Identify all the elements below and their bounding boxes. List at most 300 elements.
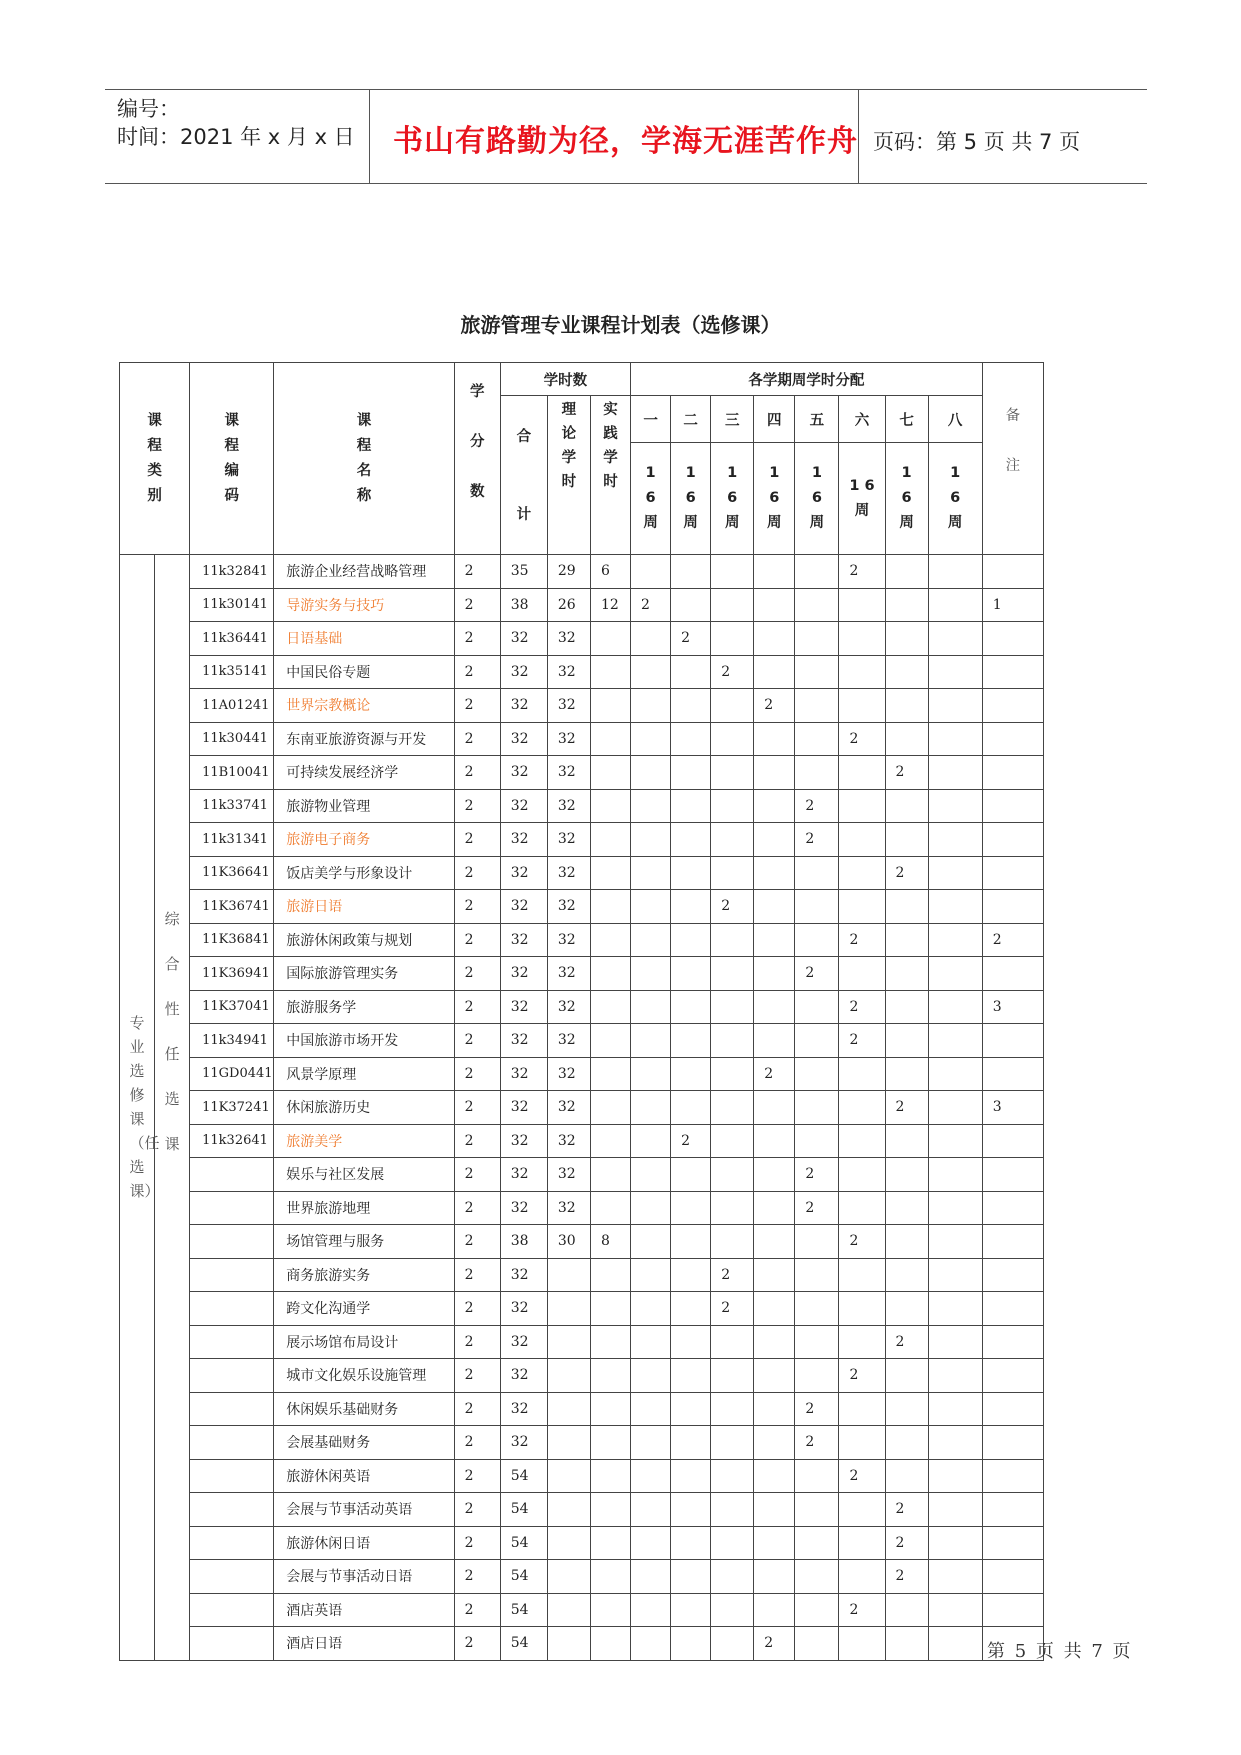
course-practice-hours (590, 957, 630, 991)
course-remark (982, 823, 1043, 857)
sem-6-hours: 2 (839, 1459, 885, 1493)
course-code (190, 1560, 274, 1594)
head-remark: 备注 (982, 363, 1043, 555)
sem-1-hours (631, 655, 671, 689)
course-code: 11k34941 (190, 1024, 274, 1058)
head-weeks-8: 16周 (928, 443, 982, 555)
course-total-hours: 32 (500, 1258, 547, 1292)
course-total-hours: 32 (500, 1024, 547, 1058)
sem-3-hours (711, 1560, 754, 1594)
course-name: 旅游企业经营战略管理 (274, 555, 454, 589)
sem-3-hours (711, 622, 754, 656)
course-name: 休闲娱乐基础财务 (274, 1392, 454, 1426)
sem-6-hours (839, 1627, 885, 1661)
course-theory-hours: 32 (547, 923, 590, 957)
course-total-hours: 32 (500, 856, 547, 890)
sem-2-hours (671, 1560, 711, 1594)
sem-8-hours (928, 856, 982, 890)
head-weeks-7: 16周 (885, 443, 928, 555)
course-theory-hours: 32 (547, 890, 590, 924)
course-theory-hours (547, 1526, 590, 1560)
course-name: 会展与节事活动英语 (274, 1493, 454, 1527)
course-credits: 2 (454, 555, 500, 589)
sem-5-hours (795, 1627, 839, 1661)
course-code (190, 1258, 274, 1292)
sem-5-hours (795, 1057, 839, 1091)
table-row (120, 1493, 1044, 1527)
course-name: 导游实务与技巧 (274, 588, 454, 622)
sem-5-hours: 2 (795, 1392, 839, 1426)
sem-6-hours (839, 1493, 885, 1527)
sem-4-hours (754, 1158, 795, 1192)
sem-3-hours: 2 (711, 890, 754, 924)
course-practice-hours (590, 1191, 630, 1225)
sem-8-hours (928, 1258, 982, 1292)
sem-8-hours (928, 655, 982, 689)
course-total-hours: 32 (500, 1091, 547, 1125)
sem-7-hours (885, 1024, 928, 1058)
sem-7-hours (885, 1627, 928, 1661)
course-credits: 2 (454, 1593, 500, 1627)
sem-1-hours (631, 756, 671, 790)
course-name: 休闲旅游历史 (274, 1091, 454, 1125)
course-total-hours: 32 (500, 1359, 547, 1393)
sem-8-hours (928, 1392, 982, 1426)
sem-2-hours (671, 1593, 711, 1627)
course-practice-hours (590, 990, 630, 1024)
sem-6-hours (839, 756, 885, 790)
sem-4-hours (754, 722, 795, 756)
course-name: 可持续发展经济学 (274, 756, 454, 790)
sem-6-hours (839, 856, 885, 890)
course-credits: 2 (454, 1493, 500, 1527)
course-remark (982, 622, 1043, 656)
course-practice-hours (590, 1057, 630, 1091)
sem-4-hours: 2 (754, 689, 795, 723)
sem-6-hours (839, 1191, 885, 1225)
course-theory-hours: 32 (547, 789, 590, 823)
course-remark (982, 1024, 1043, 1058)
sem-8-hours (928, 555, 982, 589)
course-theory-hours: 32 (547, 722, 590, 756)
course-theory-hours: 32 (547, 1057, 590, 1091)
sem-4-hours: 2 (754, 1627, 795, 1661)
sem-8-hours (928, 722, 982, 756)
sem-5-hours (795, 1325, 839, 1359)
head-code: 课程编码 (190, 363, 274, 555)
table-row (120, 1560, 1044, 1594)
course-theory-hours (547, 1359, 590, 1393)
sem-7-hours (885, 1292, 928, 1326)
course-theory-hours: 32 (547, 655, 590, 689)
course-practice-hours (590, 622, 630, 656)
course-practice-hours (590, 1560, 630, 1594)
course-code: 11k36441 (190, 622, 274, 656)
course-name: 酒店英语 (274, 1593, 454, 1627)
course-theory-hours (547, 1493, 590, 1527)
head-sem-2: 二 (671, 396, 711, 443)
sem-1-hours (631, 1292, 671, 1326)
course-remark (982, 756, 1043, 790)
table-row (120, 789, 1044, 823)
table-row (120, 1292, 1044, 1326)
head-weeks-5: 16周 (795, 443, 839, 555)
sem-6-hours: 2 (839, 1024, 885, 1058)
head-hours: 学时数 (500, 363, 630, 396)
sem-2-hours (671, 1158, 711, 1192)
course-practice-hours (590, 1091, 630, 1125)
course-credits: 2 (454, 1057, 500, 1091)
sem-2-hours: 2 (671, 1124, 711, 1158)
sem-7-hours (885, 722, 928, 756)
sem-2-hours (671, 823, 711, 857)
header-bottom-rule (105, 183, 1147, 184)
sem-8-hours (928, 1024, 982, 1058)
course-credits: 2 (454, 588, 500, 622)
sem-7-hours (885, 1225, 928, 1259)
sem-5-hours (795, 1258, 839, 1292)
sem-4-hours (754, 588, 795, 622)
course-credits: 2 (454, 1158, 500, 1192)
sem-3-hours (711, 555, 754, 589)
sem-7-hours (885, 555, 928, 589)
course-theory-hours: 32 (547, 1191, 590, 1225)
sem-4-hours (754, 622, 795, 656)
course-name: 中国民俗专题 (274, 655, 454, 689)
course-total-hours: 32 (500, 1325, 547, 1359)
course-code: 11k35141 (190, 655, 274, 689)
sem-6-hours (839, 789, 885, 823)
header-number: 编号： (117, 97, 180, 121)
sem-7-hours: 2 (885, 1526, 928, 1560)
course-remark: 2 (982, 923, 1043, 957)
sem-4-hours (754, 655, 795, 689)
course-practice-hours (590, 1258, 630, 1292)
course-practice-hours (590, 1526, 630, 1560)
sem-3-hours (711, 1459, 754, 1493)
sem-1-hours (631, 555, 671, 589)
header-top-rule (105, 89, 1147, 90)
course-total-hours: 54 (500, 1593, 547, 1627)
sem-3-hours (711, 722, 754, 756)
sem-1-hours (631, 1459, 671, 1493)
sem-4-hours (754, 1191, 795, 1225)
sem-7-hours (885, 1593, 928, 1627)
course-theory-hours (547, 1627, 590, 1661)
sem-1-hours (631, 1124, 671, 1158)
course-credits: 2 (454, 890, 500, 924)
course-credits: 2 (454, 1459, 500, 1493)
course-remark (982, 1191, 1043, 1225)
sem-8-hours (928, 1124, 982, 1158)
course-theory-hours (547, 1325, 590, 1359)
course-name: 旅游休闲英语 (274, 1459, 454, 1493)
table-row (120, 588, 1044, 622)
sem-2-hours (671, 1024, 711, 1058)
course-total-hours: 54 (500, 1526, 547, 1560)
sem-5-hours: 2 (795, 1191, 839, 1225)
sem-4-hours (754, 1225, 795, 1259)
sem-4-hours (754, 555, 795, 589)
sem-5-hours: 2 (795, 823, 839, 857)
course-name: 旅游休闲日语 (274, 1526, 454, 1560)
sem-3-hours (711, 1191, 754, 1225)
sem-1-hours (631, 923, 671, 957)
sem-7-hours (885, 1359, 928, 1393)
sem-1-hours (631, 1057, 671, 1091)
course-total-hours: 32 (500, 1191, 547, 1225)
course-name: 风景学原理 (274, 1057, 454, 1091)
course-code (190, 1325, 274, 1359)
course-name: 娱乐与社区发展 (274, 1158, 454, 1192)
table-row (120, 756, 1044, 790)
sem-7-hours (885, 1426, 928, 1460)
course-name: 饭店美学与形象设计 (274, 856, 454, 890)
course-total-hours: 38 (500, 588, 547, 622)
table-row (120, 1627, 1044, 1661)
course-code (190, 1392, 274, 1426)
sem-4-hours (754, 1392, 795, 1426)
course-remark (982, 789, 1043, 823)
course-code (190, 1593, 274, 1627)
sem-5-hours: 2 (795, 957, 839, 991)
head-weeks-4: 16周 (754, 443, 795, 555)
sem-8-hours (928, 1325, 982, 1359)
sem-4-hours (754, 1091, 795, 1125)
course-practice-hours (590, 1392, 630, 1426)
course-total-hours: 32 (500, 1392, 547, 1426)
sem-7-hours: 2 (885, 1560, 928, 1594)
course-practice-hours (590, 1426, 630, 1460)
course-theory-hours: 32 (547, 856, 590, 890)
course-credits: 2 (454, 1426, 500, 1460)
sem-5-hours (795, 555, 839, 589)
sem-1-hours (631, 722, 671, 756)
sem-6-hours (839, 1258, 885, 1292)
sem-3-hours (711, 756, 754, 790)
sem-4-hours: 2 (754, 1057, 795, 1091)
table-row (120, 1091, 1044, 1125)
course-code (190, 1426, 274, 1460)
course-credits: 2 (454, 1191, 500, 1225)
course-theory-hours (547, 1292, 590, 1326)
course-credits: 2 (454, 923, 500, 957)
course-code: 11K36841 (190, 923, 274, 957)
course-remark: 3 (982, 1091, 1043, 1125)
course-practice-hours (590, 1459, 630, 1493)
sem-3-hours (711, 1024, 754, 1058)
course-credits: 2 (454, 1091, 500, 1125)
sem-4-hours (754, 1359, 795, 1393)
course-code: 11k32641 (190, 1124, 274, 1158)
sem-8-hours (928, 1593, 982, 1627)
course-theory-hours: 32 (547, 1091, 590, 1125)
course-theory-hours: 32 (547, 823, 590, 857)
head-practice: 实践学时 (590, 396, 630, 555)
sem-7-hours (885, 990, 928, 1024)
sem-4-hours (754, 1325, 795, 1359)
course-credits: 2 (454, 1225, 500, 1259)
sem-2-hours (671, 1225, 711, 1259)
sem-6-hours (839, 689, 885, 723)
head-category: 课程类别 (120, 363, 190, 555)
sem-1-hours (631, 1225, 671, 1259)
head-name: 课程名称 (274, 363, 454, 555)
sem-5-hours (795, 1459, 839, 1493)
course-remark (982, 1124, 1043, 1158)
course-name: 旅游物业管理 (274, 789, 454, 823)
course-theory-hours: 32 (547, 1158, 590, 1192)
sem-8-hours (928, 1158, 982, 1192)
course-total-hours: 32 (500, 789, 547, 823)
sem-1-hours (631, 1426, 671, 1460)
sem-3-hours (711, 689, 754, 723)
course-name: 城市文化娱乐设施管理 (274, 1359, 454, 1393)
sem-3-hours (711, 923, 754, 957)
sem-2-hours (671, 957, 711, 991)
course-code (190, 1158, 274, 1192)
sem-4-hours (754, 1292, 795, 1326)
sem-1-hours (631, 890, 671, 924)
table-row (120, 689, 1044, 723)
head-weeks-6: 1 6周 (839, 443, 885, 555)
sem-1-hours (631, 957, 671, 991)
sem-3-hours (711, 1593, 754, 1627)
sem-1-hours (631, 1526, 671, 1560)
sem-5-hours (795, 890, 839, 924)
sem-7-hours (885, 890, 928, 924)
course-code: 11K36941 (190, 957, 274, 991)
course-total-hours: 32 (500, 923, 547, 957)
course-practice-hours (590, 1292, 630, 1326)
sem-6-hours (839, 823, 885, 857)
course-total-hours: 32 (500, 1292, 547, 1326)
table-row (120, 1392, 1044, 1426)
course-theory-hours (547, 1459, 590, 1493)
course-credits: 2 (454, 1359, 500, 1393)
course-name: 旅游美学 (274, 1124, 454, 1158)
sem-3-hours (711, 1426, 754, 1460)
course-credits: 2 (454, 1292, 500, 1326)
course-credits: 2 (454, 1325, 500, 1359)
sem-1-hours (631, 1325, 671, 1359)
table-row (120, 1593, 1044, 1627)
course-name: 旅游服务学 (274, 990, 454, 1024)
course-name: 东南亚旅游资源与开发 (274, 722, 454, 756)
sem-6-hours (839, 1392, 885, 1426)
header-motto: 书山有路勤为径，学海无涯苦作舟 (393, 124, 858, 159)
course-total-hours: 32 (500, 655, 547, 689)
course-name: 展示场馆布局设计 (274, 1325, 454, 1359)
course-remark (982, 1359, 1043, 1393)
sem-2-hours (671, 655, 711, 689)
course-theory-hours (547, 1593, 590, 1627)
course-name: 旅游电子商务 (274, 823, 454, 857)
header-time: 时间：2021 年 x 月 x 日 (117, 125, 355, 149)
sem-4-hours (754, 1459, 795, 1493)
sem-2-hours (671, 1359, 711, 1393)
course-remark (982, 1459, 1043, 1493)
course-credits: 2 (454, 622, 500, 656)
sem-4-hours (754, 1024, 795, 1058)
page-title: 旅游管理专业课程计划表（选修课） (460, 313, 781, 337)
sem-8-hours (928, 1292, 982, 1326)
sem-1-hours (631, 823, 671, 857)
sem-3-hours (711, 789, 754, 823)
course-remark (982, 655, 1043, 689)
sem-7-hours (885, 655, 928, 689)
course-practice-hours (590, 923, 630, 957)
sem-1-hours (631, 1627, 671, 1661)
course-practice-hours (590, 1627, 630, 1661)
sem-3-hours: 2 (711, 655, 754, 689)
course-practice-hours (590, 1124, 630, 1158)
sem-1-hours (631, 689, 671, 723)
sem-1-hours (631, 1258, 671, 1292)
sem-2-hours (671, 1191, 711, 1225)
sem-7-hours: 2 (885, 856, 928, 890)
course-credits: 2 (454, 1526, 500, 1560)
sem-7-hours: 2 (885, 1325, 928, 1359)
course-total-hours: 32 (500, 1124, 547, 1158)
course-credits: 2 (454, 1560, 500, 1594)
course-total-hours: 38 (500, 1225, 547, 1259)
sem-7-hours: 2 (885, 1493, 928, 1527)
course-remark (982, 555, 1043, 589)
course-name: 跨文化沟通学 (274, 1292, 454, 1326)
course-code: 11k30141 (190, 588, 274, 622)
sem-2-hours (671, 555, 711, 589)
sem-8-hours (928, 622, 982, 656)
sem-4-hours (754, 957, 795, 991)
course-total-hours: 32 (500, 890, 547, 924)
course-credits: 2 (454, 789, 500, 823)
course-theory-hours: 32 (547, 1124, 590, 1158)
course-total-hours: 32 (500, 957, 547, 991)
table-row (120, 1426, 1044, 1460)
head-total: 合计 (500, 396, 547, 555)
sem-1-hours (631, 1091, 671, 1125)
sem-5-hours (795, 1024, 839, 1058)
course-total-hours: 32 (500, 689, 547, 723)
sem-2-hours (671, 1459, 711, 1493)
table-row (120, 823, 1044, 857)
table-row (120, 957, 1044, 991)
sem-6-hours: 2 (839, 1593, 885, 1627)
sem-2-hours (671, 722, 711, 756)
course-practice-hours (590, 856, 630, 890)
course-total-hours: 32 (500, 1057, 547, 1091)
head-semester-alloc: 各学期周学时分配 (631, 363, 983, 396)
sem-2-hours (671, 856, 711, 890)
sem-7-hours (885, 1158, 928, 1192)
course-remark: 3 (982, 990, 1043, 1024)
course-remark (982, 957, 1043, 991)
sem-6-hours (839, 622, 885, 656)
course-remark (982, 1426, 1043, 1460)
sem-5-hours: 2 (795, 789, 839, 823)
sem-5-hours (795, 689, 839, 723)
course-name: 国际旅游管理实务 (274, 957, 454, 991)
course-credits: 2 (454, 1627, 500, 1661)
course-theory-hours: 32 (547, 957, 590, 991)
sem-3-hours (711, 823, 754, 857)
table-row (120, 1225, 1044, 1259)
course-practice-hours (590, 655, 630, 689)
head-sem-3: 三 (711, 396, 754, 443)
sem-5-hours (795, 622, 839, 656)
sem-6-hours (839, 957, 885, 991)
